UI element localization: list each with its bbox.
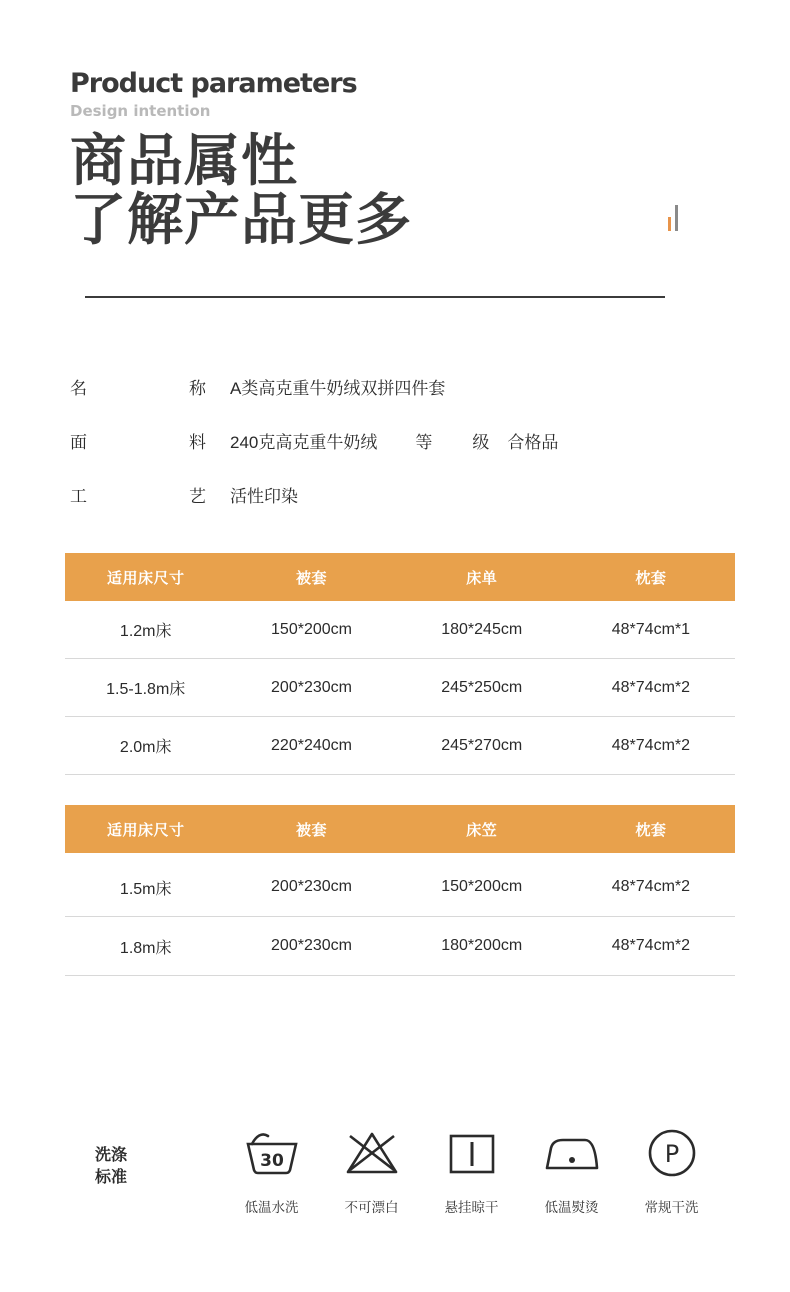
page-title-line2: 了解产品更多 [70, 188, 412, 254]
care-item-label: 常规干洗 [644, 1200, 699, 1215]
header-divider [85, 296, 665, 298]
spec-label-left: 面 [70, 432, 87, 452]
spec-secondary-label-right: 级 [472, 432, 490, 452]
table-header-cell: 枕套 [567, 553, 735, 601]
care-item [438, 1122, 505, 1216]
table-cell: 48*74cm*2 [567, 659, 735, 717]
table-cell: 220*240cm [226, 717, 396, 775]
table-cell: 1.5-1.8m床 [65, 659, 226, 717]
no-bleach-triangle-icon [338, 1122, 405, 1184]
care-item [638, 1122, 705, 1216]
table-row [65, 659, 735, 717]
care-section-label-line2: 标准 [94, 1168, 127, 1186]
table-cell: 180*245cm [397, 601, 567, 659]
spec-label [70, 428, 230, 453]
table-cell: 48*74cm*1 [567, 601, 735, 659]
care-icon-list [238, 1122, 705, 1216]
care-item-label: 不可漂白 [344, 1200, 399, 1215]
care-item [538, 1122, 605, 1216]
table-cell: 245*250cm [397, 659, 567, 717]
spec-label-right: 称 [189, 378, 206, 398]
table-header-cell: 被套 [226, 553, 396, 601]
table-cell: 200*230cm [226, 853, 396, 917]
spec-row [70, 370, 730, 402]
spec-secondary-value: 合格品 [507, 432, 559, 452]
spec-value: A类高克重牛奶绒双拼四件套 [230, 378, 446, 398]
spec-row [70, 478, 730, 510]
table-header-cell: 床单 [397, 553, 567, 601]
dry-clean-p-icon [638, 1122, 705, 1184]
svg-text:P: P [664, 1140, 679, 1168]
table-row [65, 601, 735, 659]
spec-value: 240克高克重牛奶绒 [230, 432, 378, 452]
spec-label [70, 482, 230, 507]
english-subtitle: Design intention [70, 102, 211, 120]
wash-tub-30-icon [238, 1122, 305, 1184]
table-cell: 1.8m床 [65, 917, 226, 976]
svg-text:30: 30 [259, 1151, 284, 1171]
table-cell: 150*200cm [226, 601, 396, 659]
page-title-line1: 商品属性 [70, 129, 298, 194]
care-item-label: 低温熨烫 [544, 1200, 599, 1215]
care-item-label: 低温水洗 [244, 1200, 299, 1215]
spec-secondary-label-left: 等 [415, 432, 433, 452]
table-cell: 200*230cm [226, 917, 396, 976]
table-row [65, 917, 735, 976]
accent-mark-orange [668, 217, 671, 231]
table-header-cell: 枕套 [567, 805, 735, 853]
spec-label-right: 艺 [189, 486, 206, 506]
spec-value: 活性印染 [230, 486, 298, 506]
accent-marks-decoration [668, 205, 678, 231]
spec-secondary-label [377, 428, 507, 453]
table-header-cell: 床笠 [397, 805, 567, 853]
table-row [65, 717, 735, 775]
accent-mark-gray [675, 205, 678, 231]
spec-label-right: 料 [189, 432, 206, 452]
care-item-label: 悬挂晾干 [444, 1200, 499, 1215]
care-item [338, 1122, 405, 1216]
table-cell: 2.0m床 [65, 717, 226, 775]
spec-list [70, 370, 730, 532]
table-header-row [65, 553, 735, 601]
table-cell: 48*74cm*2 [567, 853, 735, 917]
spec-label-left: 名 [70, 378, 87, 398]
spec-row [70, 424, 730, 456]
size-table-quilt-cover-fitted-sheet [65, 805, 735, 976]
table-header-cell: 适用床尺寸 [65, 553, 226, 601]
table-cell: 180*200cm [397, 917, 567, 976]
table-cell: 48*74cm*2 [567, 917, 735, 976]
hang-dry-icon [438, 1122, 505, 1184]
page-title [70, 129, 790, 254]
table-cell: 245*270cm [397, 717, 567, 775]
table-cell: 200*230cm [226, 659, 396, 717]
low-iron-icon [538, 1122, 605, 1184]
table-header-row [65, 805, 735, 853]
spec-label-left: 工 [70, 486, 87, 506]
table-cell: 150*200cm [397, 853, 567, 917]
table-cell: 1.2m床 [65, 601, 226, 659]
table-cell: 48*74cm*2 [567, 717, 735, 775]
size-table-quilt-cover-sheet [65, 553, 735, 775]
care-item [238, 1122, 305, 1216]
english-title: Product parameters [70, 68, 357, 99]
table-header-cell: 被套 [226, 805, 396, 853]
table-cell: 1.5m床 [65, 853, 226, 917]
table-row [65, 853, 735, 917]
spec-label [70, 374, 230, 399]
table-header-cell: 适用床尺寸 [65, 805, 226, 853]
care-section-label-line1: 洗涤 [94, 1147, 127, 1164]
care-section-label [76, 1145, 146, 1188]
